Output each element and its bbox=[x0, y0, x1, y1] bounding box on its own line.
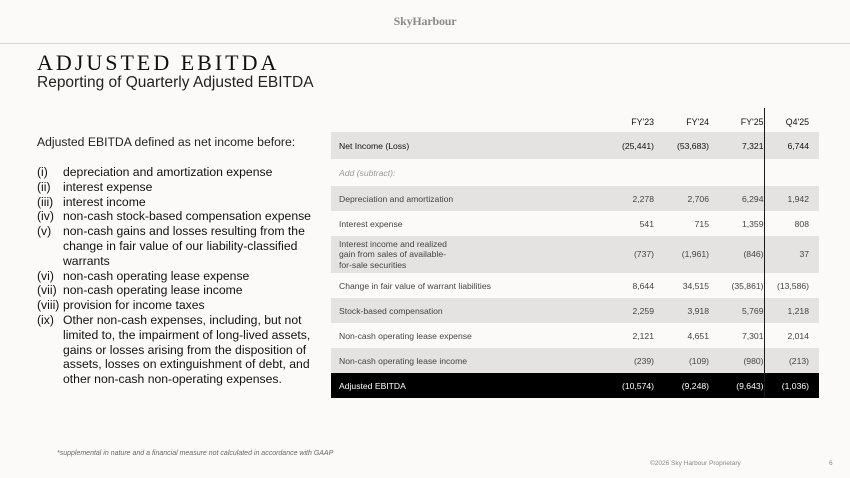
cell-value: 2,706 bbox=[654, 186, 709, 211]
list-item-text: interest income bbox=[63, 194, 146, 209]
cell-value: 541 bbox=[639, 218, 654, 229]
cell-value: 2,121 bbox=[632, 330, 654, 341]
list-item bbox=[37, 209, 319, 224]
cell-value: 7,321 bbox=[709, 132, 764, 159]
list-item bbox=[37, 298, 319, 313]
column-header-fy24: FY'24 bbox=[686, 117, 709, 127]
cell-value: 715 bbox=[694, 218, 709, 229]
definition-intro: Adjusted EBITDA defined as net income before: bbox=[37, 135, 296, 149]
ebitda-table-container bbox=[331, 108, 819, 398]
header-divider bbox=[0, 43, 850, 44]
cell-value: 4,651 bbox=[687, 330, 709, 341]
list-item-number: (v) bbox=[37, 224, 52, 239]
copyright: ©2026 Sky Harbour Proprietary bbox=[650, 460, 741, 467]
definition-list bbox=[37, 165, 319, 387]
cell-value: 37 bbox=[764, 236, 819, 273]
table-row-adjusted-ebitda bbox=[331, 373, 819, 398]
cell-value: 6,294 bbox=[709, 186, 764, 211]
cell-value: (213) bbox=[764, 348, 819, 373]
table-header-row bbox=[331, 108, 819, 132]
column-header-q4-25: Q4'25 bbox=[764, 108, 819, 132]
cell-value: (25,441) bbox=[584, 132, 654, 159]
table-row bbox=[331, 323, 819, 348]
row-label: Change in fair value of warrant liabilities bbox=[339, 280, 491, 291]
cell-value: 2,278 bbox=[584, 186, 654, 211]
list-item-number: (viii) bbox=[37, 298, 60, 313]
table-row bbox=[331, 348, 819, 373]
cell-value: 7,301 bbox=[741, 330, 764, 341]
cell-value: (13,586) bbox=[764, 273, 819, 298]
cell-value: 34,515 bbox=[682, 280, 709, 291]
cell-value bbox=[584, 159, 654, 186]
cell-value: (1,961) bbox=[654, 236, 709, 273]
list-item-text: interest expense bbox=[63, 179, 153, 194]
row-label: Depreciation and amortization bbox=[331, 186, 584, 211]
list-item-text: non-cash stock-based compensation expense bbox=[63, 209, 311, 224]
list-item-number: (ii) bbox=[37, 179, 51, 194]
table-row-net-income bbox=[331, 132, 819, 159]
table-row bbox=[331, 236, 819, 273]
row-label: Non-cash operating lease expense bbox=[339, 330, 472, 341]
row-label: Add (subtract): bbox=[339, 167, 396, 178]
list-item bbox=[37, 165, 319, 180]
cell-value: 5,769 bbox=[709, 298, 764, 323]
list-item bbox=[37, 269, 319, 284]
cell-value: 808 bbox=[764, 211, 819, 236]
cell-value: (1,036) bbox=[764, 373, 819, 398]
row-label: Interest expense bbox=[339, 218, 403, 229]
cell-value: 3,918 bbox=[654, 298, 709, 323]
row-label: Net Income (Loss) bbox=[331, 132, 584, 159]
cell-value bbox=[654, 159, 709, 186]
cell-value: (980) bbox=[709, 348, 764, 373]
row-label: Non-cash operating lease income bbox=[331, 348, 584, 373]
cell-value: 1,218 bbox=[764, 298, 819, 323]
list-item bbox=[37, 180, 319, 195]
cell-value: 2,014 bbox=[764, 323, 819, 348]
cell-value: (239) bbox=[584, 348, 654, 373]
table-row bbox=[331, 298, 819, 323]
list-item-number: (ix) bbox=[37, 312, 54, 327]
list-item bbox=[37, 195, 319, 210]
cell-value bbox=[764, 159, 819, 186]
list-item-text: non-cash operating lease expense bbox=[63, 268, 250, 283]
cell-value: (9,248) bbox=[654, 373, 709, 398]
list-item-number: (vi) bbox=[37, 268, 54, 283]
page-title: ADJUSTED EBITDA bbox=[37, 50, 280, 75]
list-item-number: (vii) bbox=[37, 283, 57, 298]
cell-value: (53,683) bbox=[654, 132, 709, 159]
table-row bbox=[331, 186, 819, 211]
list-item-number: (i) bbox=[37, 165, 48, 179]
cell-value: (737) bbox=[584, 236, 654, 273]
list-item-number: (iii) bbox=[37, 194, 54, 209]
list-item-text: non-cash operating lease income bbox=[63, 283, 243, 298]
list-item bbox=[37, 283, 319, 298]
row-label: Interest income and realized gain from sales of available-for-sale securities bbox=[331, 236, 584, 273]
cell-value: 6,744 bbox=[764, 132, 819, 159]
logo: SkyHarbour bbox=[393, 14, 457, 28]
cell-value: 8,644 bbox=[632, 280, 654, 291]
cell-value: (9,643) bbox=[709, 373, 764, 398]
list-item bbox=[37, 313, 319, 387]
ebitda-table bbox=[331, 108, 819, 398]
table-header-label bbox=[331, 108, 584, 132]
cell-value: (35,861) bbox=[731, 280, 764, 291]
page-subtitle: Reporting of Quarterly Adjusted EBITDA bbox=[37, 74, 314, 91]
list-item-text: Other non-cash expenses, including, but not limited to, the impairment of long-lived assets, gains or losses arising from the disposition of assets, losses on extinguishment of debt, and other non-cash non-operating expenses. bbox=[63, 312, 311, 387]
footnote: *supplemental in nature and a financial measure not calculated in accordance with GAAP bbox=[57, 450, 334, 457]
table-row-add-subtract bbox=[331, 159, 819, 186]
row-label: Stock-based compensation bbox=[331, 298, 584, 323]
page-number: 6 bbox=[829, 460, 833, 467]
list-item-number: (iv) bbox=[37, 209, 54, 224]
cell-value: 1,359 bbox=[741, 218, 764, 229]
cell-value: 2,259 bbox=[584, 298, 654, 323]
table-row bbox=[331, 273, 819, 298]
list-item-text: non-cash gains and losses resulting from the change in fair value of our liability-classified warrants bbox=[63, 224, 305, 268]
column-header-fy23: FY'23 bbox=[631, 117, 654, 127]
cell-value: (10,574) bbox=[584, 373, 654, 398]
list-item-text: provision for income taxes bbox=[63, 298, 205, 313]
cell-value: (109) bbox=[654, 348, 709, 373]
column-header-fy25: FY'25 bbox=[740, 117, 764, 127]
list-item-text: depreciation and amortization expense bbox=[63, 165, 273, 179]
table-row bbox=[331, 211, 819, 236]
cell-value: (846) bbox=[709, 236, 764, 273]
list-item bbox=[37, 224, 319, 268]
cell-value bbox=[709, 159, 764, 186]
row-label: Adjusted EBITDA bbox=[331, 373, 584, 398]
cell-value: 1,942 bbox=[764, 186, 819, 211]
